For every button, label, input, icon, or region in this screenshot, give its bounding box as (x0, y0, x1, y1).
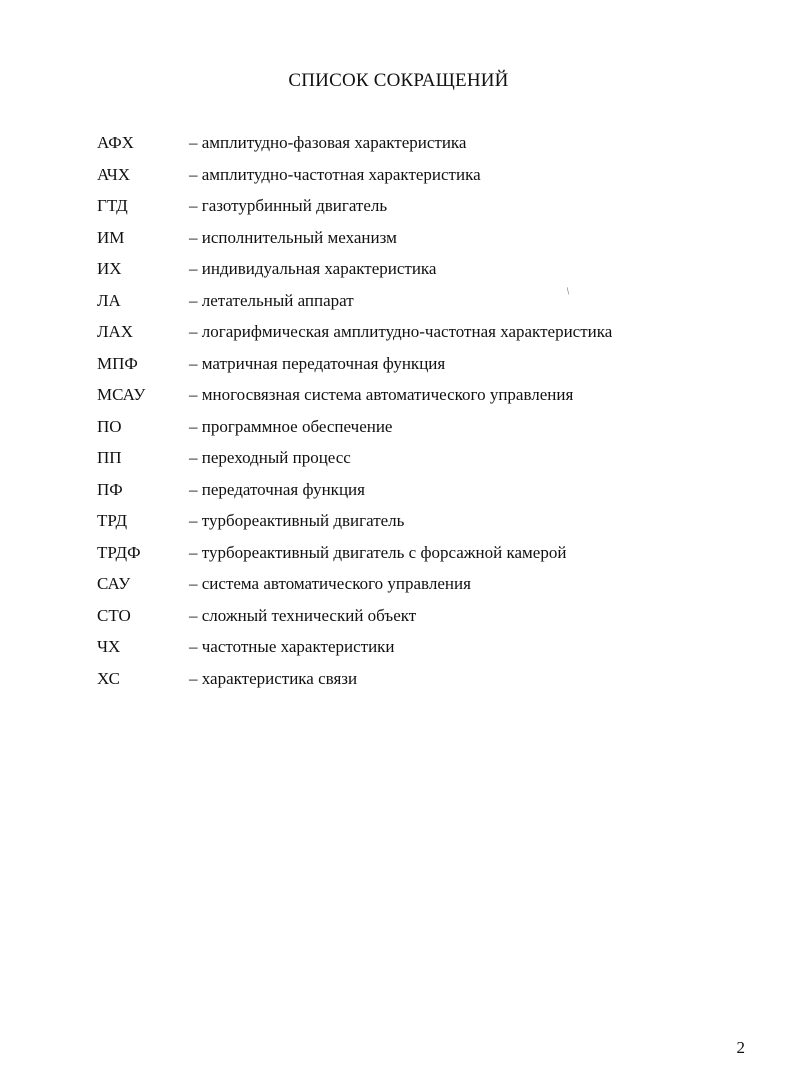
abbreviation-list (97, 132, 757, 699)
abbreviation: ХС (97, 668, 120, 688)
abbreviation: ЛАХ (97, 322, 134, 341)
abbreviation: ТРДФ (97, 542, 141, 562)
list-item (97, 605, 757, 637)
abbreviation: АФХ (97, 133, 134, 152)
list-item (97, 636, 757, 668)
definition: – амплитудно-частотная характеристика (189, 164, 481, 184)
definition: – газотурбинный двигатель (189, 196, 388, 215)
definition: – сложный технический объект (189, 605, 417, 625)
definition: – индивидуальная характеристика (189, 259, 437, 278)
definition: – многосвязная система автоматического управления (189, 385, 574, 404)
list-item (97, 479, 757, 511)
abbreviation: ТРД (97, 511, 128, 530)
definition: – передаточная функция (189, 479, 365, 499)
list-item (97, 447, 757, 479)
list-item (97, 573, 757, 605)
definition: – амплитудно-фазовая характеристика (189, 133, 467, 152)
definition: – исполнительный механизм (189, 227, 397, 247)
abbreviation: ИХ (97, 259, 122, 278)
abbreviation: ЧХ (97, 637, 121, 656)
definition: – логарифмическая амплитудно-частотная характеристика (189, 322, 613, 341)
page-title: СПИСОК СОКРАЩЕНИЙ (288, 70, 509, 91)
abbreviation: АЧХ (97, 164, 131, 184)
definition: – система автоматического управления (189, 574, 471, 593)
list-item (97, 132, 757, 164)
list-item (97, 321, 757, 353)
abbreviation: САУ (97, 574, 131, 593)
list-item (97, 542, 757, 574)
list-item (97, 510, 757, 542)
abbreviation: ИМ (97, 227, 125, 247)
list-item (97, 384, 757, 416)
abbreviation: СТО (97, 605, 131, 625)
definition: – переходный процесс (189, 448, 351, 467)
definition: – турбореактивный двигатель с форсажной камерой (189, 542, 567, 562)
list-item (97, 416, 757, 448)
definition: – турбореактивный двигатель (189, 511, 405, 530)
definition: – летательный аппарат (189, 290, 354, 310)
definition: – программное обеспечение (189, 416, 393, 436)
page-number: 2 (736, 1038, 745, 1057)
abbreviation: МСАУ (97, 385, 146, 404)
abbreviation: ПО (97, 416, 122, 436)
list-item (97, 668, 757, 700)
list-item (97, 353, 757, 385)
abbreviation: ГТД (97, 196, 128, 215)
list-item (97, 164, 757, 196)
list-item (97, 227, 757, 259)
list-item (97, 290, 757, 322)
abbreviation: ЛА (97, 290, 121, 310)
scan-artifact-mark: / (564, 286, 573, 297)
list-item (97, 258, 757, 290)
abbreviation: ПФ (97, 479, 123, 499)
definition: – частотные характеристики (189, 637, 395, 656)
definition: – характеристика связи (189, 668, 358, 688)
definition: – матричная передаточная функция (189, 353, 446, 373)
abbreviation: МПФ (97, 353, 138, 373)
abbreviation: ПП (97, 448, 122, 467)
list-item (97, 195, 757, 227)
